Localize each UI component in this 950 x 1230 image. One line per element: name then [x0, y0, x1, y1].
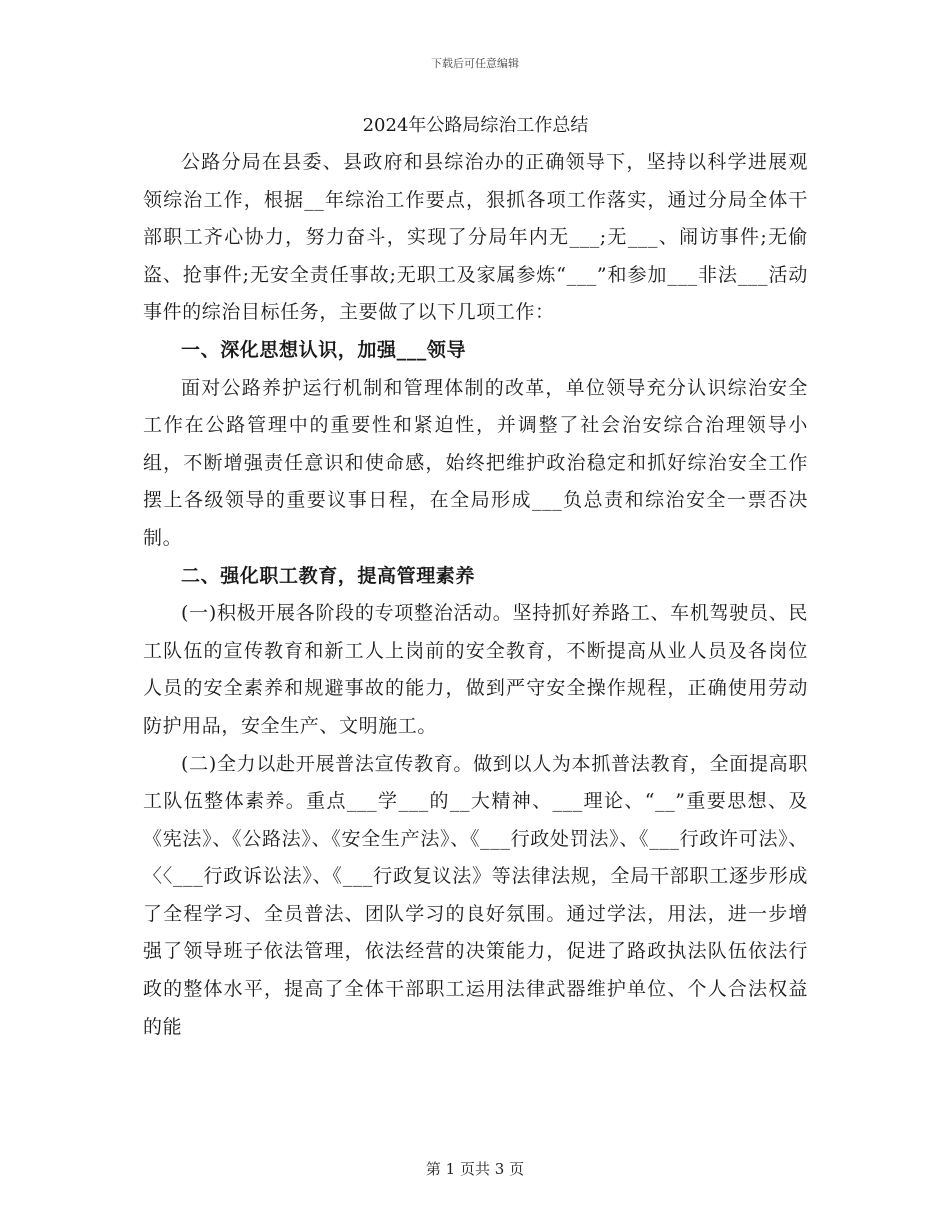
document-title: 2024年公路局综治工作总结	[362, 115, 589, 136]
section-2-heading: 二、强化职工教育，提高管理素养	[181, 564, 476, 587]
page-footer: 第 1 页共 3 页	[425, 1160, 525, 1178]
section-2-paragraph-1: (一)积极开展各阶段的专项整治活动。坚持抓好养路工、车机驾驶员、民工队伍的宣传教育和新工人上岗前的安全教育，不断提高从业人员及各岗位人员的安全素养和规避事故的能力，做到严守安全操作规程，正确使用劳动防护用品，安全生产、文明施工。	[143, 602, 808, 737]
document-body	[143, 108, 808, 1046]
section-1-heading: 一、深化思想认识，加强___领导	[181, 338, 467, 361]
section-1-paragraph: 面对公路养护运行机制和管理体制的改革，单位领导充分认识综治安全工作在公路管理中的重要性和紧迫性，并调整了社会治安综合治理领导小组，不断增强责任意识和使命感，始终把维护政治稳定和抓好综治安全工作摆上各级领导的重要议事日程，在全局形成___负总责和综治安全一票否决制。	[143, 376, 808, 549]
intro-paragraph: 公路分局在县委、县政府和县综治办的正确领导下，坚持以科学进展观领综治工作，根据__年综治工作要点，狠抓各项工作落实，通过分局全体干部职工齐心协力，努力奋斗，实现了分局年内无___;无___、闹访事件;无偷盗、抢事件;无安全责任事故;无职工及家属参炼“___”和参加___非法___活动事件的综治目标任务，主要做了以下几项工作：	[143, 151, 808, 324]
header-note: 下载后可任意编辑	[431, 57, 519, 70]
section-2-paragraph-2: (二)全力以赴开展普法宣传教育。做到以人为本抓普法教育，全面提高职工队伍整体素养。重点___学___的__大精神、___理论、“__”重要思想、及《宪法》、《公路法》、《安全生产法》、《___行政处罚法》、《___行政许可法》、〈〈___行政诉讼法》、《___行政复议法》等法律法规，全局干部职工逐步形成了全程学习、全员普法、团队学习的良好氛围。通过学法，用法，进一步增强了领导班子依法管理，依法经营的决策能力，促进了路政执法队伍依法行政的整体水平，提高了全体干部职工运用法律武器维护单位、个人合法权益的能	[143, 752, 808, 1038]
